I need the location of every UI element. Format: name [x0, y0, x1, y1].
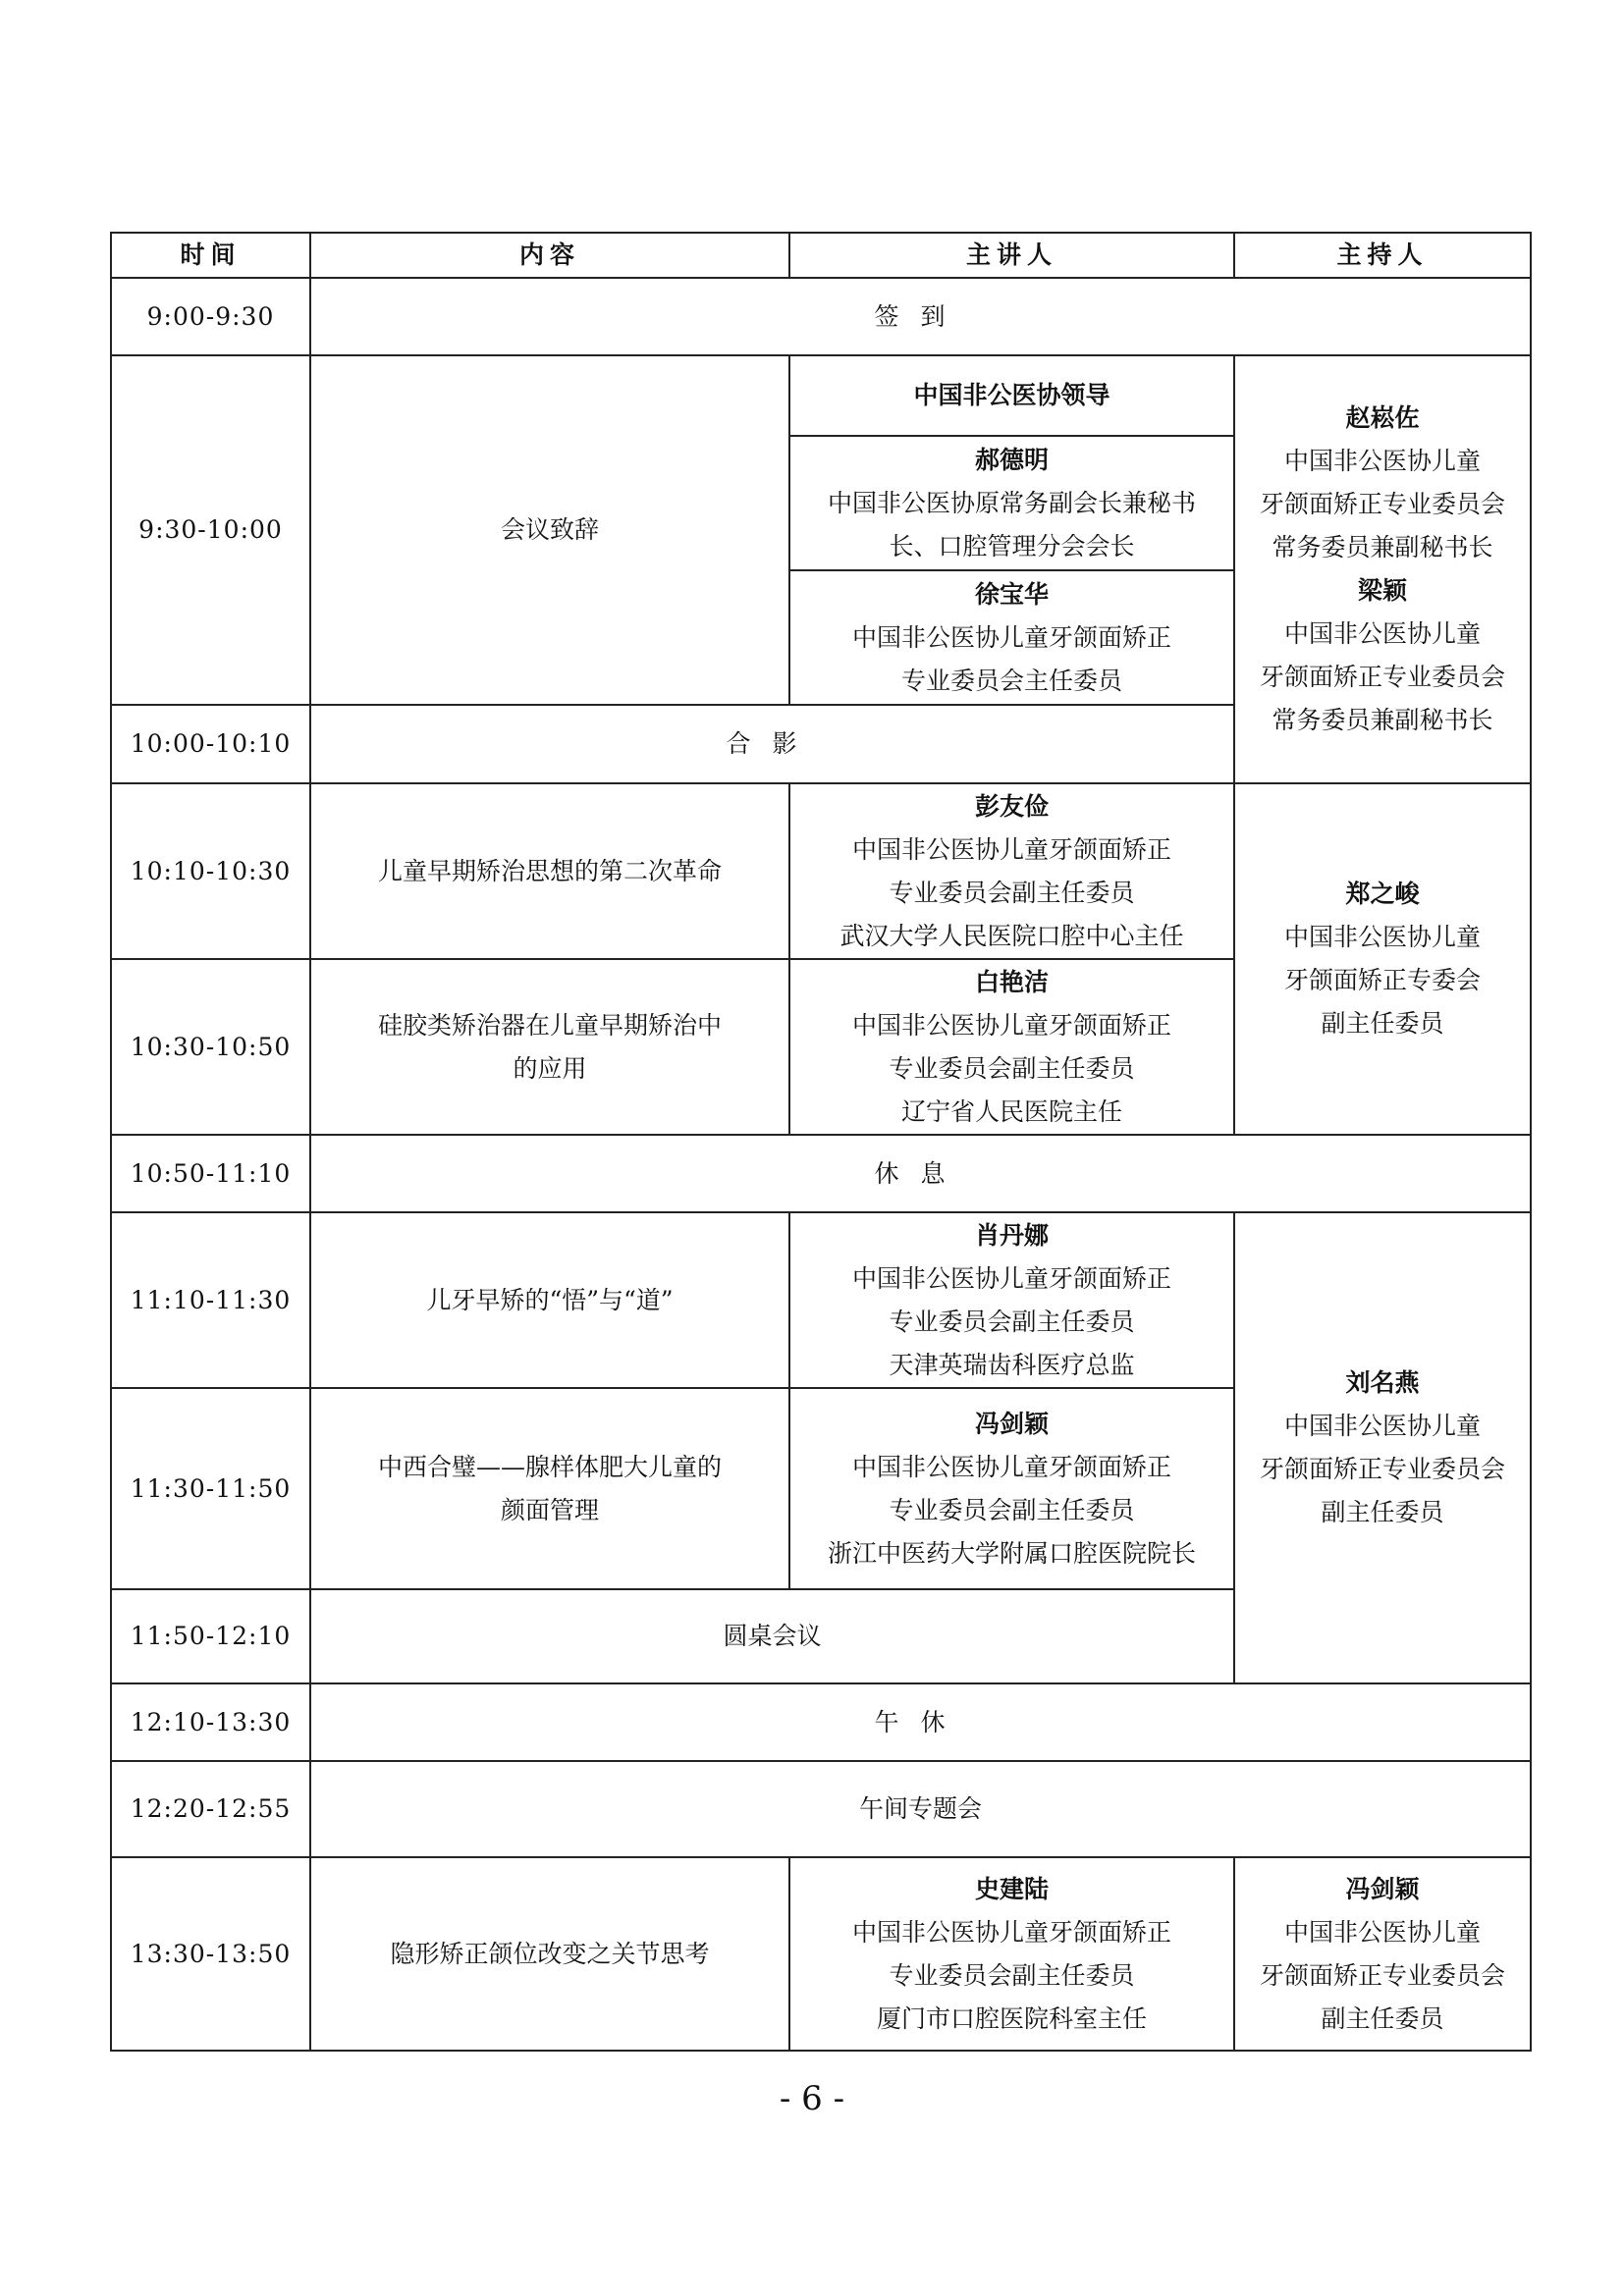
speaker-title: 专业委员会主任委员 — [900, 666, 1122, 695]
speaker-cell — [789, 959, 1234, 1135]
content-line: 硅胶类矫治器在儿童早期矫治中 — [377, 1010, 722, 1040]
content-cell: 签到 — [310, 278, 1531, 355]
host-cell — [1234, 355, 1531, 783]
speaker-title: 专业委员会副主任委员 — [889, 1495, 1135, 1524]
content-cell: 午休 — [310, 1683, 1531, 1761]
speaker-cell — [789, 1857, 1234, 2051]
content-cell: 午间专题会 — [310, 1761, 1531, 1857]
host-title: 副主任委员 — [1321, 1498, 1444, 1526]
speaker-name: 彭友俭 — [974, 791, 1049, 821]
speaker-title: 专业委员会副主任委员 — [889, 1960, 1135, 1990]
header-speaker: 主讲人 — [789, 233, 1234, 278]
time-cell: 10:30-10:50 — [111, 959, 310, 1135]
host-cell — [1234, 1857, 1531, 2051]
content-line: 中西合璧——腺样体肥大儿童的 — [377, 1452, 722, 1481]
speaker-title: 中国非公医协原常务副会长兼秘书 — [827, 488, 1196, 517]
host-name: 冯剑颖 — [1345, 1874, 1420, 1903]
content-cell — [310, 1388, 789, 1589]
content-cell: 休息 — [310, 1135, 1531, 1212]
host-name: 赵崧佐 — [1345, 403, 1420, 432]
speaker-title: 中国非公医协儿童牙颌面矫正 — [851, 622, 1171, 652]
speaker-title: 中国非公医协儿童牙颌面矫正 — [851, 1452, 1171, 1481]
speaker-name: 史建陆 — [974, 1874, 1049, 1903]
header-content: 内容 — [310, 233, 789, 278]
speaker-title: 浙江中医药大学附属口腔医院院长 — [827, 1538, 1196, 1568]
table-row — [111, 355, 1531, 436]
table-row — [111, 1683, 1531, 1761]
host-name: 梁颖 — [1357, 576, 1407, 605]
speaker-title: 中国非公医协儿童牙颌面矫正 — [851, 834, 1171, 864]
table-row — [111, 278, 1531, 355]
speaker-name: 肖丹娜 — [974, 1220, 1049, 1250]
speaker-cell — [789, 570, 1234, 705]
host-title: 牙颌面矫正专委会 — [1283, 966, 1481, 994]
host-name: 刘名燕 — [1345, 1368, 1420, 1397]
time-cell: 10:10-10:30 — [111, 783, 310, 959]
speaker-name: 白艳洁 — [974, 967, 1049, 996]
host-title: 牙颌面矫正专业委员会 — [1259, 1960, 1505, 1990]
host-title: 副主任委员 — [1321, 1009, 1444, 1038]
time-cell: 9:30-10:00 — [111, 355, 310, 705]
host-title: 常务委员兼副秘书长 — [1272, 706, 1493, 734]
table-row — [111, 1212, 1531, 1388]
speaker-cell — [789, 1388, 1234, 1589]
speaker-title: 专业委员会副主任委员 — [889, 878, 1135, 907]
time-cell: 10:50-11:10 — [111, 1135, 310, 1212]
speaker-title: 天津英瑞齿科医疗总监 — [889, 1350, 1135, 1379]
time-cell: 11:30-11:50 — [111, 1388, 310, 1589]
content-cell: 会议致辞 — [310, 355, 789, 705]
speaker-title: 专业委员会副主任委员 — [889, 1307, 1135, 1336]
speaker-cell — [789, 355, 1234, 436]
speaker-name: 郝德明 — [974, 445, 1049, 474]
time-cell: 11:10-11:30 — [111, 1212, 310, 1388]
speaker-title: 中国非公医协儿童牙颌面矫正 — [851, 1263, 1171, 1293]
content-cell: 儿童早期矫治思想的第二次革命 — [310, 783, 789, 959]
time-cell: 13:30-13:50 — [111, 1857, 310, 2051]
header-row — [111, 233, 1531, 278]
speaker-title: 武汉大学人民医院口腔中心主任 — [839, 921, 1184, 950]
host-title: 中国非公医协儿童 — [1283, 619, 1481, 648]
table-row — [111, 1761, 1531, 1857]
speaker-cell — [789, 1212, 1234, 1388]
speaker-title: 厦门市口腔医院科室主任 — [876, 2003, 1147, 2033]
content-line: 的应用 — [513, 1053, 587, 1083]
speaker-cell — [789, 436, 1234, 570]
speaker-title: 中国非公医协儿童牙颌面矫正 — [851, 1010, 1171, 1040]
host-title: 牙颌面矫正专业委员会 — [1259, 663, 1505, 691]
host-title: 常务委员兼副秘书长 — [1272, 533, 1493, 561]
speaker-name: 冯剑颖 — [974, 1409, 1049, 1438]
speaker-title: 专业委员会副主任委员 — [889, 1053, 1135, 1083]
host-title: 副主任委员 — [1321, 2003, 1444, 2033]
speaker-name: 中国非公医协领导 — [913, 381, 1110, 409]
host-title: 中国非公医协儿童 — [1283, 447, 1481, 475]
table-row — [111, 1857, 1531, 2051]
host-cell — [1234, 1212, 1531, 1683]
time-cell: 10:00-10:10 — [111, 705, 310, 783]
speaker-title: 中国非公医协儿童牙颌面矫正 — [851, 1917, 1171, 1947]
time-cell: 11:50-12:10 — [111, 1589, 310, 1683]
time-cell: 12:20-12:55 — [111, 1761, 310, 1857]
host-title: 牙颌面矫正专业委员会 — [1259, 490, 1505, 518]
header-time: 时间 — [111, 233, 310, 278]
speaker-title: 辽宁省人民医院主任 — [900, 1096, 1122, 1126]
time-cell: 12:10-13:30 — [111, 1683, 310, 1761]
host-title: 中国非公医协儿童 — [1283, 1412, 1481, 1440]
content-cell: 儿牙早矫的“悟”与“道” — [310, 1212, 789, 1388]
content-cell: 隐形矫正颌位改变之关节思考 — [310, 1857, 789, 2051]
content-cell: 圆桌会议 — [310, 1589, 1234, 1683]
host-name: 郑之峻 — [1345, 880, 1420, 908]
header-host: 主持人 — [1234, 233, 1531, 278]
host-cell — [1234, 783, 1531, 1135]
time-cell: 9:00-9:30 — [111, 278, 310, 355]
speaker-cell — [789, 783, 1234, 959]
host-title: 中国非公医协儿童 — [1283, 923, 1481, 951]
table-row — [111, 783, 1531, 959]
content-line: 颜面管理 — [500, 1495, 599, 1524]
host-title: 牙颌面矫正专业委员会 — [1259, 1455, 1505, 1483]
content-cell: 合影 — [310, 705, 1234, 783]
host-title: 中国非公医协儿童 — [1283, 1917, 1481, 1947]
speaker-name: 徐宝华 — [974, 579, 1049, 609]
schedule-table — [110, 232, 1532, 2052]
speaker-title: 长、口腔管理分会会长 — [889, 531, 1135, 561]
page-number: - 6 - — [779, 2079, 845, 2118]
table-row — [111, 1135, 1531, 1212]
content-cell — [310, 959, 789, 1135]
